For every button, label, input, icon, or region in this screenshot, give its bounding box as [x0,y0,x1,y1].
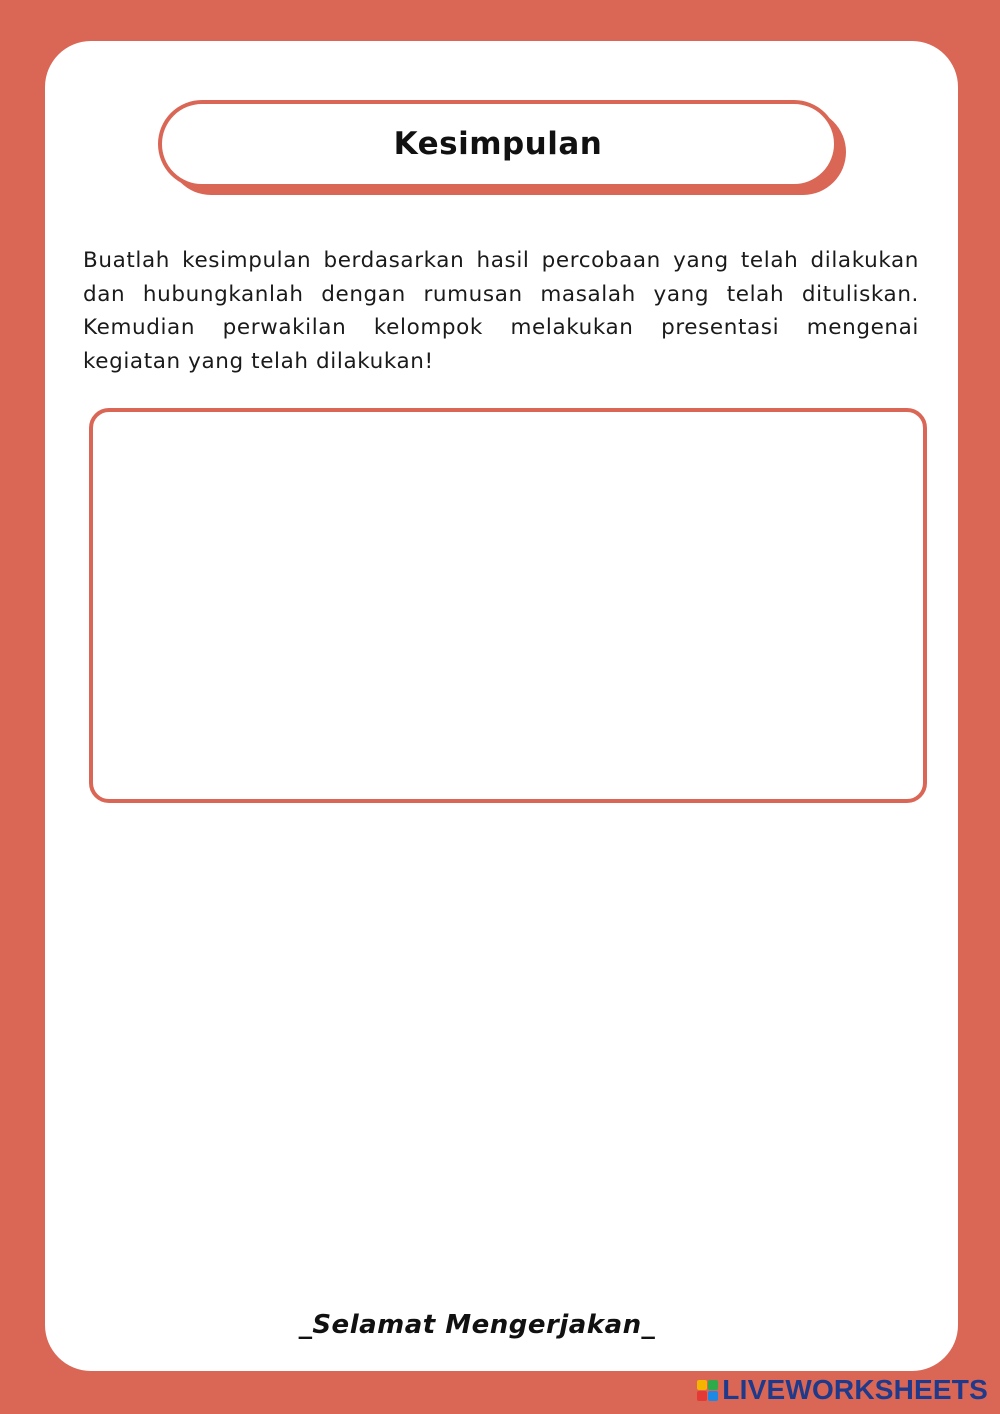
answer-input[interactable] [89,408,927,803]
brand-watermark[interactable] [697,1374,988,1406]
page-title: Kesimpulan [393,126,603,162]
instructions-text: Buatlah kesimpulan berdasarkan hasil percobaan yang telah dilakukan dan hubungkanlah dengan rumusan masalah yang telah dituliskan. Kemudian perwakilan kelompok melakukan presentasi mengenai kegiatan yang telah dilakukan! [83,248,919,374]
liveworksheets-logo-icon [697,1380,718,1401]
brand-name: LIVEWORKSHEETS [722,1374,988,1405]
title-pill [158,100,838,188]
closing-text: _Selamat Mengerjakan_ [298,1310,656,1340]
